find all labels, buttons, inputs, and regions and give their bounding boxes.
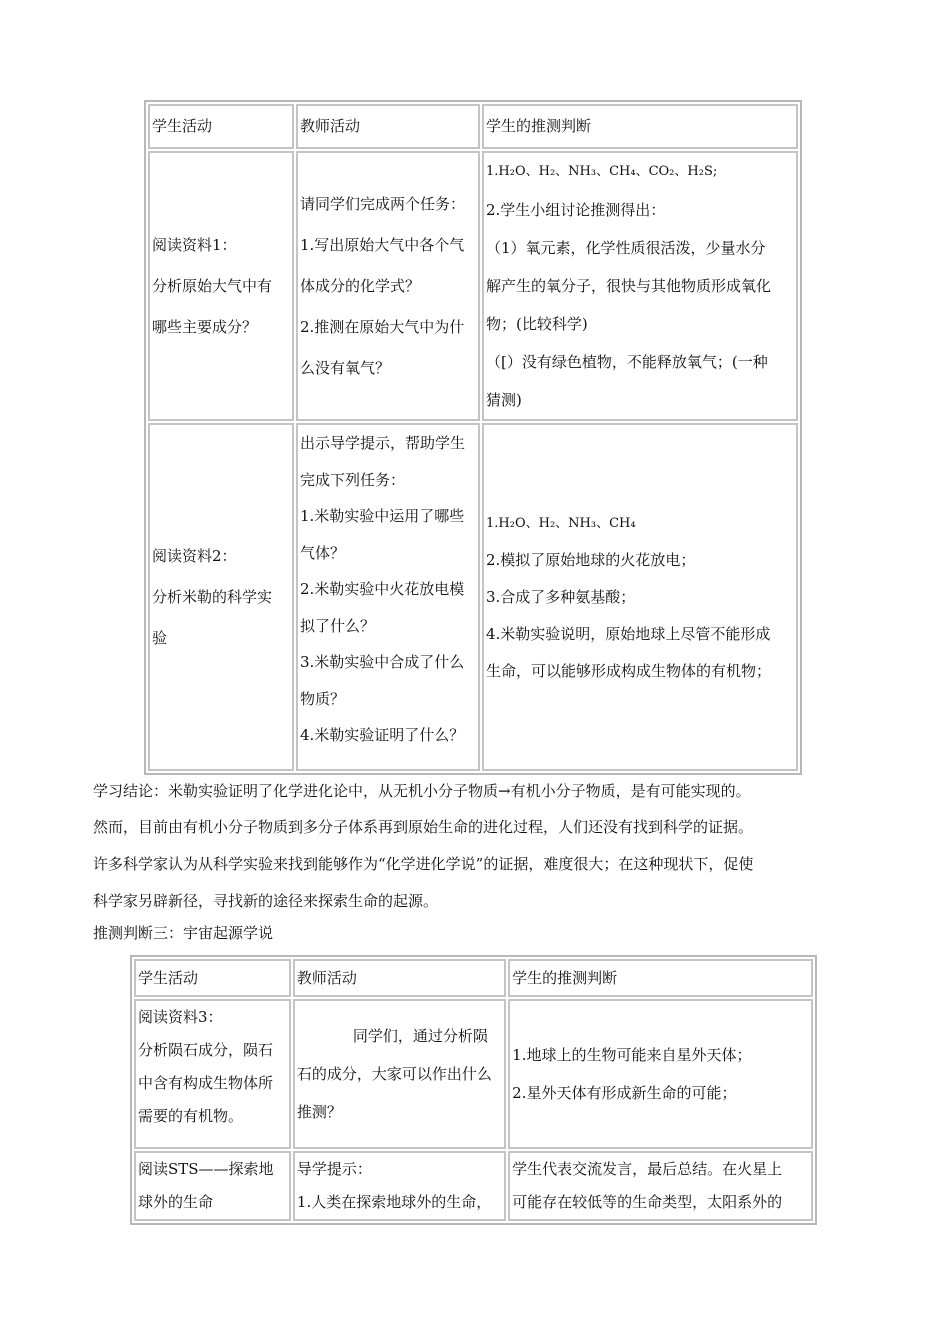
- cell-line: 2.米勒实验中火花放电模: [300, 580, 465, 598]
- cell-line: 请同学们完成两个任务：: [300, 194, 466, 213]
- cell-line: 阅读STS——探索地: [138, 1160, 274, 1178]
- cell-line: 2.学生小组讨论推测得出：: [486, 201, 666, 219]
- cell-line: 哪些主要成分？: [152, 317, 258, 336]
- conclusion-paragraph-line: 科学家另辟新径，寻找新的途径来探索生命的起源。: [93, 892, 439, 910]
- cell-line: 可能存在较低等的生命类型，太阳系外的: [512, 1193, 783, 1211]
- cell-line: 气体？: [300, 543, 346, 562]
- cell-line: （[）没有绿色植物，不能释放氧气；(一种: [486, 353, 768, 371]
- conclusion-paragraph-line: 学习结论：米勒实验证明了化学进化论中，从无机小分子物质→有机小分子物质，是有可能实现的。: [93, 782, 751, 800]
- cell-text: 同学们，通过分析陨: [352, 1027, 488, 1045]
- cell-line: 拟了什么？: [300, 616, 376, 635]
- cell-line: 阅读资料3：: [138, 1008, 223, 1026]
- cell-teacher-activity: [296, 423, 480, 771]
- cell-line: 1.人类在探索地球外的生命，: [296, 1193, 492, 1211]
- table-row: [148, 151, 798, 421]
- cell-teacher-activity: [293, 999, 506, 1149]
- cell-line: 1.H₂O、H₂、NH₃、CH₄、CO₂、H₂S;: [486, 164, 718, 179]
- header-student-judgment: 学生的推测判断: [482, 104, 798, 149]
- cell-student-judgment: [482, 423, 798, 771]
- section-heading: 推测判断三：宇宙起源学说: [93, 924, 274, 942]
- cell-line: 体成分的化学式？: [300, 276, 421, 295]
- cell-line: 3.米勒实验中合成了什么: [300, 653, 465, 671]
- table-row: [134, 999, 813, 1149]
- cell-student-judgment: [508, 999, 813, 1149]
- cell-line: 阅读资料2：: [152, 546, 237, 565]
- cell-line: 1.写出原始大气中各个气: [300, 235, 465, 254]
- cell-line: 1.H₂O、H₂、NH₃、CH₄: [486, 515, 636, 531]
- cell-line: （1）氧元素，化学性质很活泼，少量水分: [486, 239, 766, 257]
- cell-line: 么没有氧气？: [300, 358, 391, 377]
- header-teacher-activity: 教师活动: [296, 104, 480, 149]
- cell-line: 需要的有机物。: [138, 1107, 244, 1125]
- cell-line: 球外的生命: [138, 1193, 214, 1211]
- cell-student-activity: [148, 423, 294, 771]
- cell-line: 解产生的氧分子，很快与其他物质形成氧化: [486, 277, 772, 295]
- table-header-row: [134, 959, 813, 997]
- table-row: [134, 1151, 813, 1221]
- cell-line: 分析陨石成分，陨石: [138, 1041, 274, 1059]
- cell-student-activity: [148, 151, 294, 421]
- cell-line: 学生代表交流发言，最后总结。在火星上: [512, 1160, 783, 1178]
- header-student-activity: 学生活动: [134, 959, 291, 997]
- cell-line: 3.合成了多种氨基酸；: [486, 587, 636, 606]
- table-row: [148, 423, 798, 771]
- cell-line: 石的成分，大家可以作出什么: [296, 1065, 492, 1083]
- cell-line: 4.米勒实验说明，原始地球上尽管不能形成: [486, 624, 771, 643]
- cell-line: 推测？: [296, 1103, 342, 1121]
- cell-line: 分析米勒的科学实: [152, 587, 273, 606]
- cell-line: 1.地球上的生物可能来自星外天体；: [512, 1046, 752, 1064]
- cell-line: 出示导学提示，帮助学生: [300, 434, 466, 452]
- cell-line: 猜测): [486, 391, 522, 409]
- cell-student-activity: [134, 999, 291, 1149]
- cell-line: 4.米勒实验证明了什么？: [300, 726, 465, 744]
- inquiry-table-2: [130, 955, 817, 1225]
- cell-line: 验: [152, 628, 168, 647]
- cell-line: 生命，可以能够形成构成生物体的有机物；: [486, 661, 772, 680]
- header-teacher-activity: 教师活动: [293, 959, 506, 997]
- cell-teacher-activity: [296, 151, 480, 421]
- cell-line: 2.星外天体有形成新生命的可能；: [512, 1084, 737, 1102]
- cell-line: 2.推测在原始大气中为什: [300, 317, 465, 336]
- cell-line: 阅读资料1：: [152, 235, 237, 254]
- cell-line: 分析原始大气中有: [152, 276, 273, 295]
- header-student-activity: 学生活动: [148, 104, 294, 149]
- cell-line: [297, 1017, 502, 1055]
- cell-line: 物；(比较科学): [486, 315, 588, 333]
- cell-line: 导学提示：: [296, 1160, 372, 1178]
- cell-line: 中含有构成生物体所: [138, 1074, 274, 1092]
- cell-line: 2.模拟了原始地球的火花放电；: [486, 550, 696, 569]
- conclusion-paragraph-line: 许多科学家认为从科学实验来找到能够作为“化学进化学说”的证据，难度很大；在这种现状下，促使: [93, 855, 754, 873]
- cell-line: 完成下列任务：: [300, 470, 406, 489]
- cell-line: 物质？: [300, 689, 346, 708]
- inquiry-table-1: [144, 100, 802, 775]
- table-header-row: [148, 104, 798, 149]
- header-student-judgment: 学生的推测判断: [508, 959, 813, 997]
- cell-teacher-activity: [293, 1151, 506, 1221]
- cell-line: 1.米勒实验中运用了哪些: [300, 507, 465, 525]
- cell-student-judgment: [482, 151, 798, 421]
- cell-student-judgment: [508, 1151, 813, 1221]
- cell-student-activity: [134, 1151, 291, 1221]
- conclusion-paragraph-line: 然而，目前由有机小分子物质到多分子体系再到原始生命的进化过程，人们还没有找到科学的证据。: [93, 818, 754, 836]
